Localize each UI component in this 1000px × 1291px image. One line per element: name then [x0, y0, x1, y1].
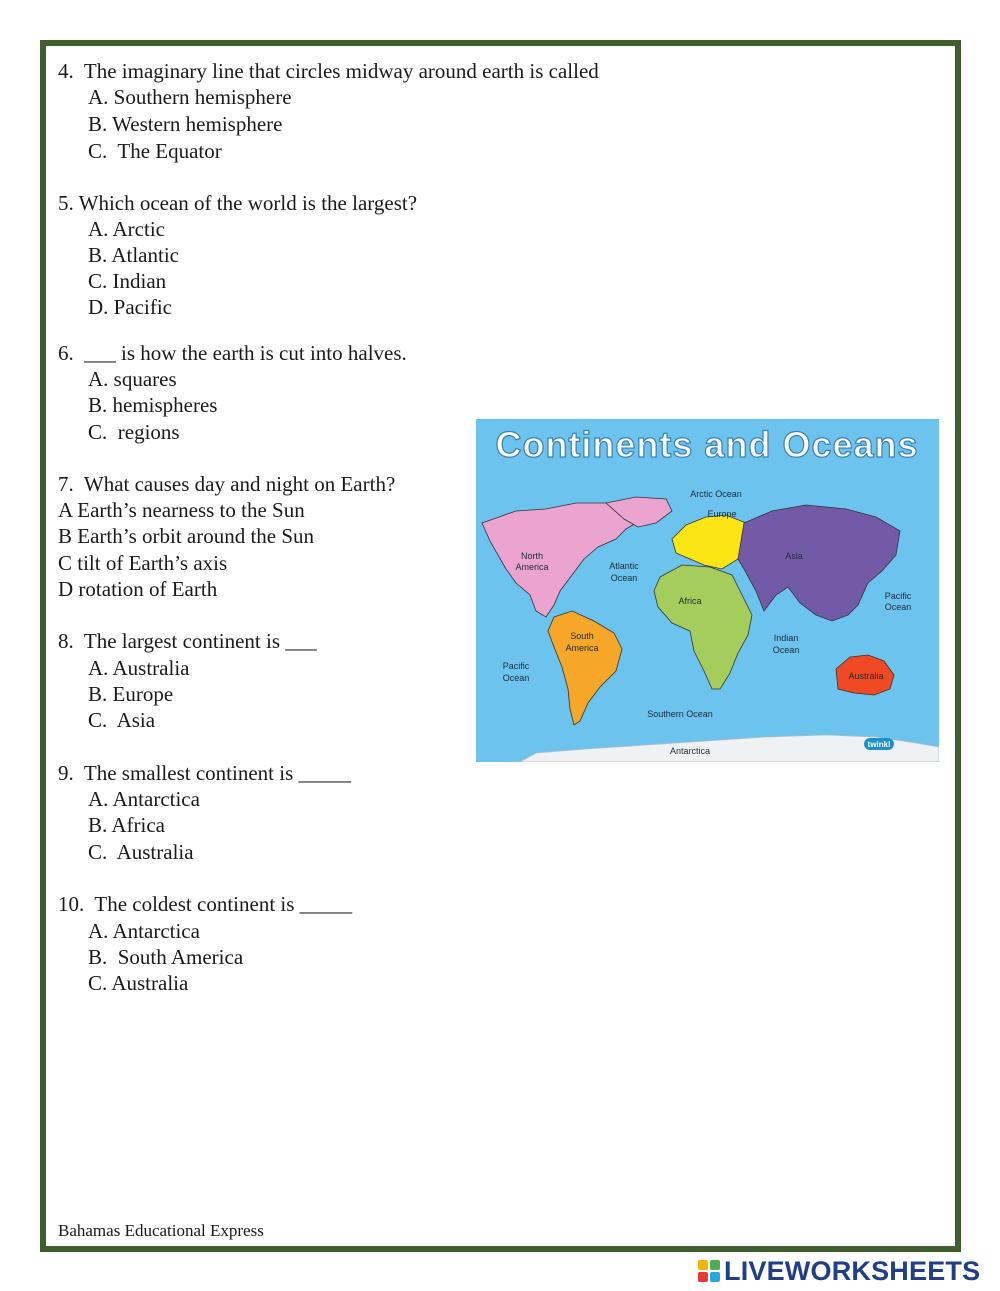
brand-tile-3 [698, 1272, 708, 1282]
question-4-option-a[interactable]: A. Southern hemisphere [88, 85, 292, 109]
question-7-option-d[interactable]: D rotation of Earth [58, 577, 218, 601]
label-north-america-line1: North [520, 551, 544, 561]
map-title: Continents and Oceans [495, 424, 919, 465]
question-7-option-b[interactable]: B Earth’s orbit around the Sun [58, 524, 315, 548]
label-antarctica: Antarctica [669, 746, 711, 756]
label-atlantic-line1: Atlantic [609, 561, 639, 571]
question-5-option-d[interactable]: D. Pacific [88, 295, 172, 319]
question-10-option-c[interactable]: C. Australia [88, 971, 189, 995]
question-10: 10. The coldest continent is _____ [58, 892, 353, 916]
question-4-option-b[interactable]: B. Western hemisphere [88, 112, 283, 136]
question-4: 4. The imaginary line that circles midway around earth is called [58, 59, 599, 83]
brand-tile-2 [710, 1260, 720, 1270]
question-5-option-a[interactable]: A. Arctic [88, 217, 165, 241]
question-7: 7. What causes day and night on Earth? [58, 472, 396, 496]
question-6-option-a[interactable]: A. squares [88, 367, 177, 391]
label-pacific-right-line1: Pacific [884, 591, 912, 601]
question-10-option-a[interactable]: A. Antarctica [88, 919, 200, 943]
label-europe: Europe [707, 509, 737, 519]
question-8-option-b[interactable]: B. Europe [88, 682, 174, 706]
question-9-option-b[interactable]: B. Africa [88, 813, 165, 837]
label-south-america-line1: South [570, 631, 594, 641]
question-6: 6. ___ is how the earth is cut into halves. [58, 341, 407, 365]
brand-tile-1 [698, 1260, 708, 1270]
continents-map [476, 419, 939, 762]
question-8-option-c[interactable]: C. Asia [88, 708, 156, 732]
footer-publisher: Bahamas Educational Express [58, 1221, 264, 1240]
question-7-option-c[interactable]: C tilt of Earth’s axis [58, 551, 228, 575]
question-5-option-b[interactable]: B. Atlantic [88, 243, 179, 267]
label-pacific-left-line1: Pacific [502, 661, 530, 671]
label-pacific-right-line2: Ocean [884, 602, 912, 612]
label-arctic-ocean: Arctic Ocean [690, 489, 742, 499]
question-8: 8. The largest continent is ___ [58, 629, 317, 653]
brand-tile-4 [710, 1272, 720, 1282]
question-5-option-c[interactable]: C. Indian [88, 269, 167, 293]
label-asia: Asia [785, 551, 803, 561]
liveworksheets-brand[interactable] [698, 1256, 980, 1286]
question-7-option-a[interactable]: A Earth’s nearness to the Sun [58, 498, 305, 522]
label-africa: Africa [678, 596, 702, 606]
question-9-option-a[interactable]: A. Antarctica [88, 787, 200, 811]
label-south-america-line2: America [565, 643, 599, 653]
question-9-option-c[interactable]: C. Australia [88, 840, 194, 864]
question-10-option-b[interactable]: B. South America [88, 945, 244, 969]
question-4-option-c[interactable]: C. The Equator [88, 139, 222, 163]
question-5: 5. Which ocean of the world is the largest? [58, 191, 418, 215]
question-6-option-c[interactable]: C. regions [88, 420, 180, 444]
label-north-america-line2: America [515, 562, 549, 572]
label-atlantic-line2: Ocean [610, 573, 638, 583]
twinkl-logo-text: twinkl [867, 740, 891, 749]
question-8-option-a[interactable]: A. Australia [88, 656, 190, 680]
label-pacific-left-line2: Ocean [502, 673, 530, 683]
label-indian-line2: Ocean [772, 645, 800, 655]
question-9: 9. The smallest continent is _____ [58, 761, 351, 785]
label-indian-line1: Indian [773, 633, 799, 643]
label-southern-ocean: Southern Ocean [647, 709, 713, 719]
label-australia: Australia [848, 671, 884, 681]
brand-logo-icon [698, 1260, 720, 1282]
question-6-option-b[interactable]: B. hemispheres [88, 393, 218, 417]
brand-name: LIVEWORKSHEETS [724, 1255, 981, 1286]
